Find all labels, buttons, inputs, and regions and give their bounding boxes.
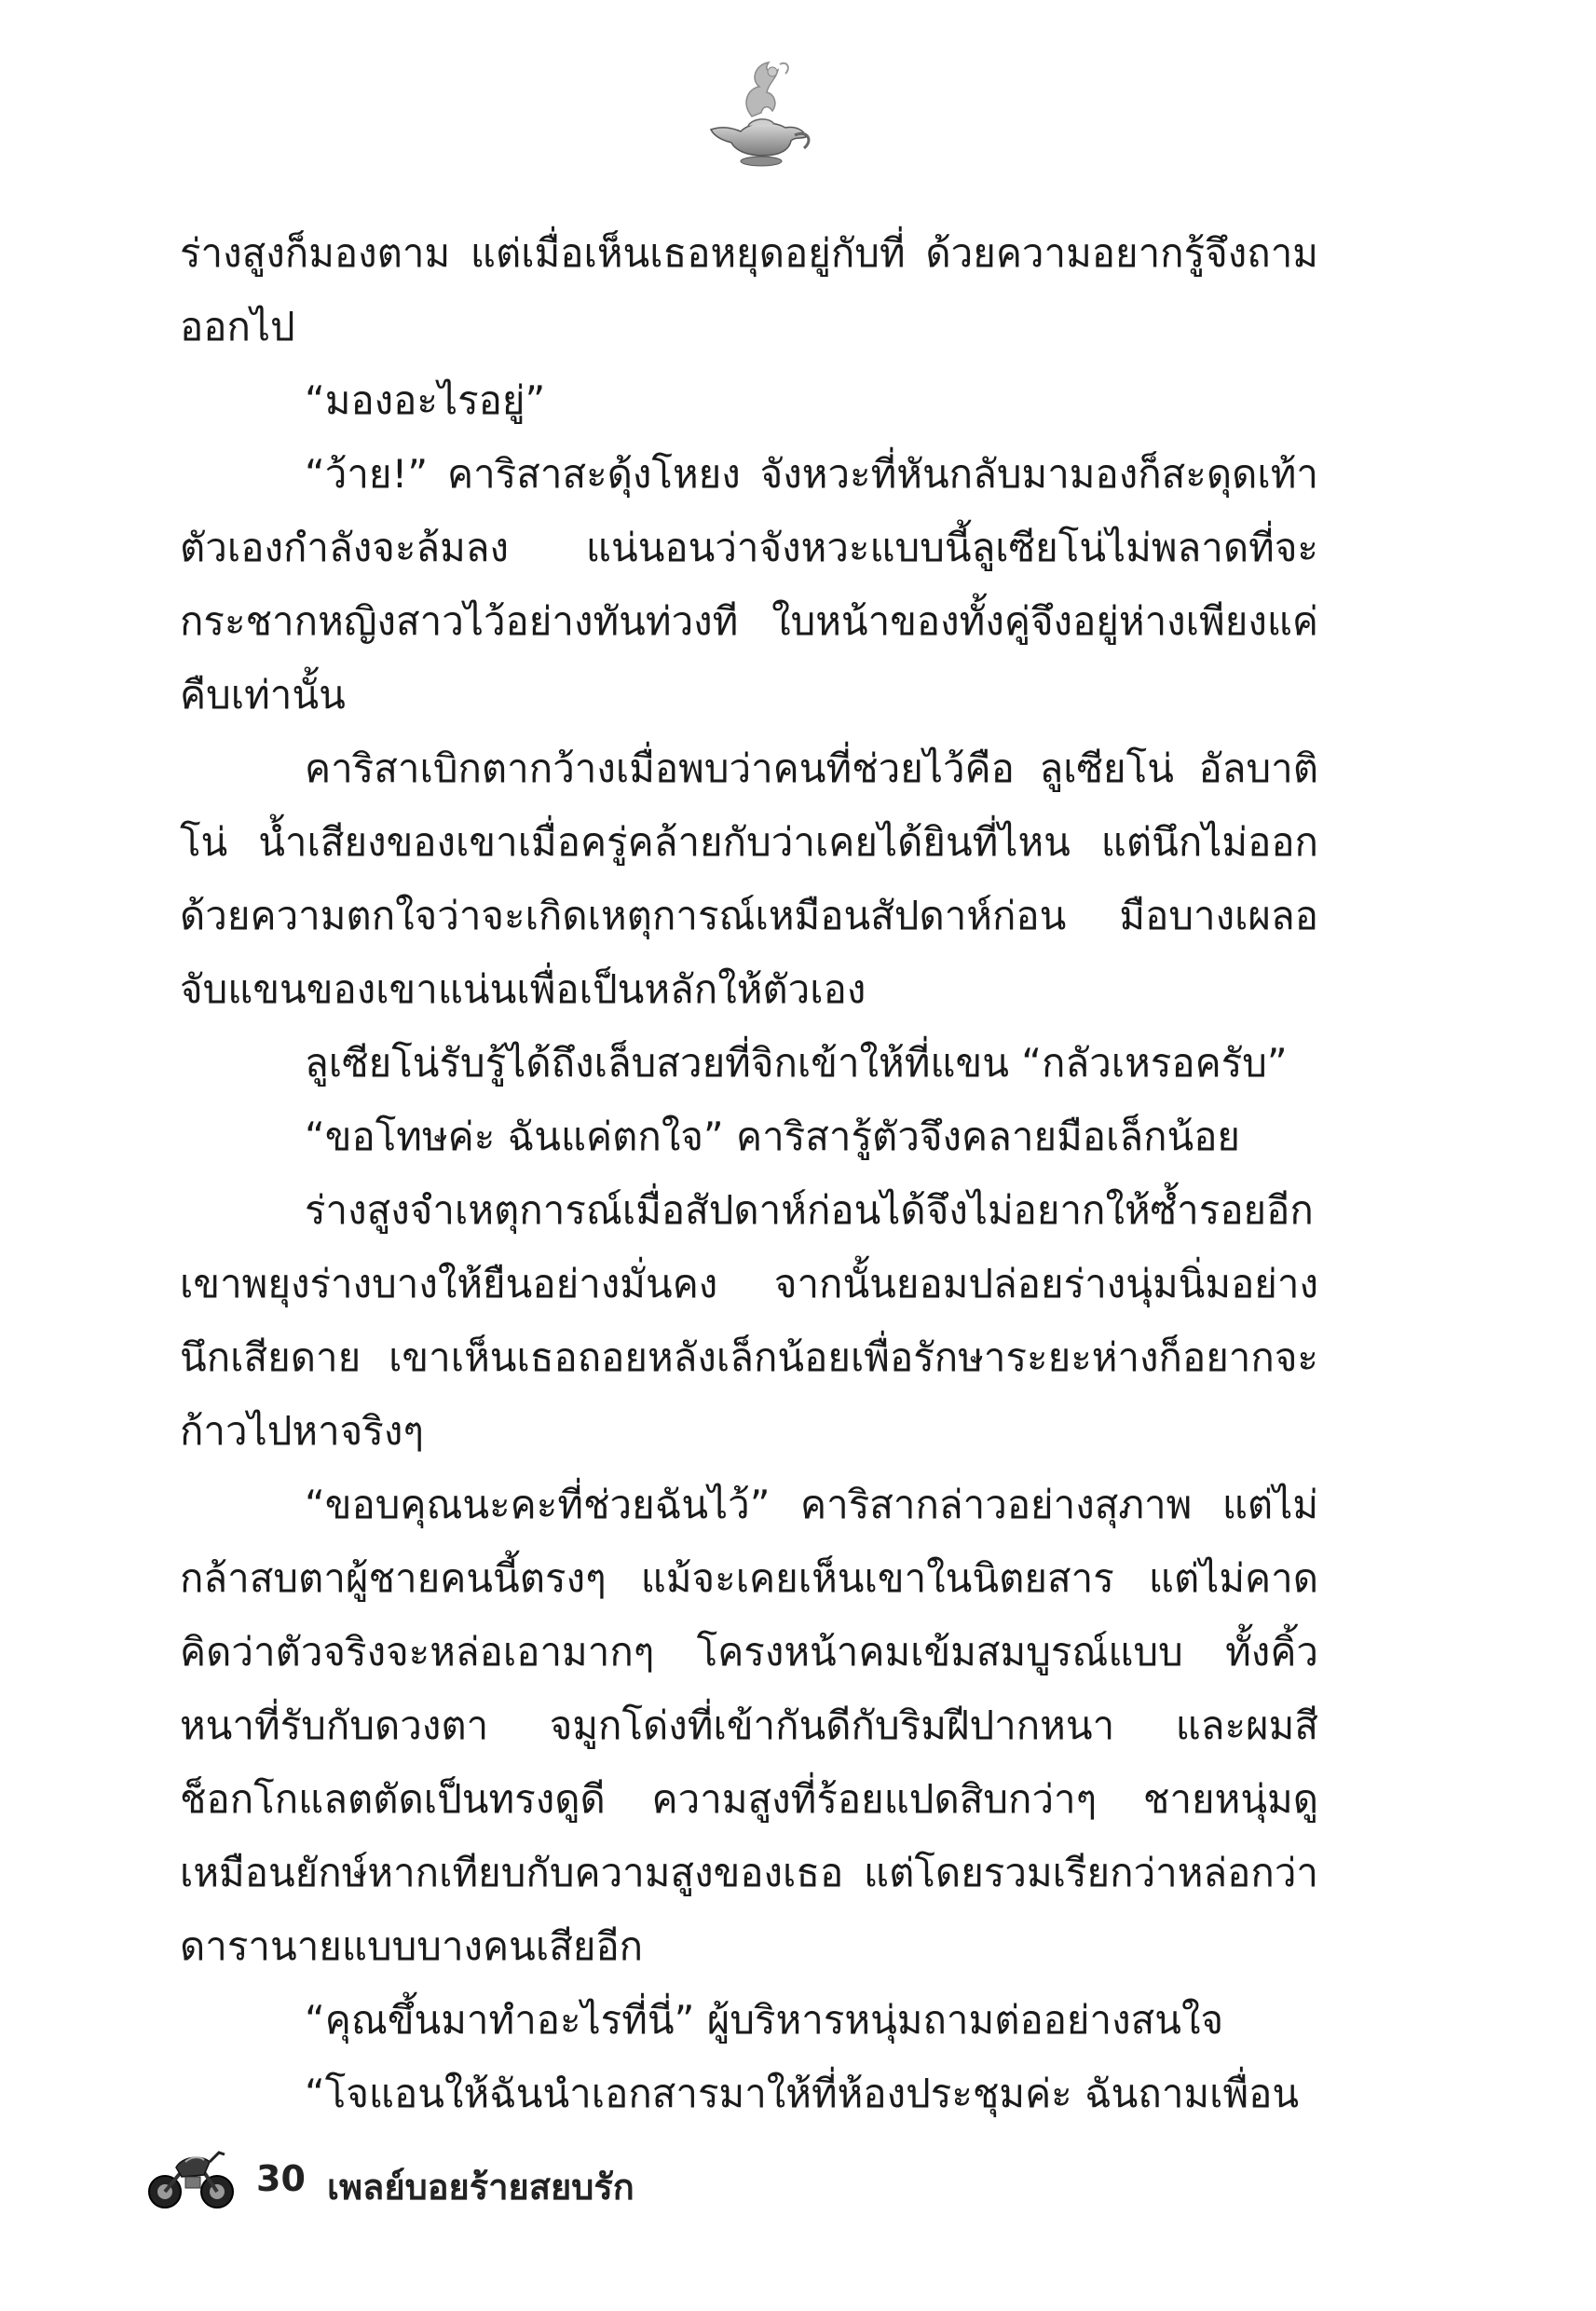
paragraph: ร่างสูงก็มองตาม แต่เมื่อเห็นเธอหยุดอยู่กับที่ ด้วยความอยากรู้จึงถามออกไป [180,230,1318,349]
paragraph: “โจแอนให้ฉันนำเอกสารมาให้ที่ห้องประชุมค่ะ ฉันถามเพื่อน [305,2071,1300,2116]
motorcycle-icon [144,2134,238,2218]
page-footer [144,2134,797,2236]
paragraph: ลูเซียโน่รับรู้ได้ถึงเล็บสวยที่จิกเข้าให้ที่แขน “กลัวเหรอครับ” [305,1040,1288,1086]
paragraph: “มองอะไรอยู่” [305,377,546,423]
paragraph: “ว้าย!” คาริสาสะดุ้งโหยง จังหวะที่หันกลับมามองก็สะดุดเท้าตัวเองกำลังจะล้มลง แน่นอนว่าจังหวะแบบนี้ลูเซียโน่ไม่พลาดที่จะกระชากหญิงสาวไว้อย่างทันท่วงที ใบหน้าของทั้งคู่จึงอยู่ห่างเพียงแค่คืบเท่านั้น [180,451,1318,718]
paragraph: “ขอโทษค่ะ ฉันแค่ตกใจ” คาริสารู้ตัวจึงคลายมือเล็กน้อย [305,1114,1241,1159]
genie-lamp-icon [694,51,820,172]
paragraph: ร่างสูงจำเหตุการณ์เมื่อสัปดาห์ก่อนได้จึงไม่อยากให้ซ้ำรอยอีก เขาพยุงร่างบางให้ยืนอย่างมั่นคง จากนั้นยอมปล่อยร่างนุ่มนิ่มอย่างนึกเสียดาย เขาเห็นเธอถอยหลังเล็กน้อยเพื่อรักษาระยะห่างก็อยากจะก้าวไปหาจริงๆ [180,1187,1318,1454]
paragraph: คาริสาเบิกตากว้างเมื่อพบว่าคนที่ช่วยไว้คือ ลูเซียโน่ อัลบาติโน่ น้ำเสียงของเขาเมื่อครู่คล้ายกับว่าเคยได้ยินที่ไหน แต่นึกไม่ออก ด้วยความตกใจว่าจะเกิดเหตุการณ์เหมือนสัปดาห์ก่อน มือบางเผลอจับแขนของเขาแน่นเพื่อเป็นหลักให้ตัวเอง [180,745,1318,1012]
book-title: เพลย์บอยร้ายสยบรัก [327,2167,634,2208]
page-number: 30 [256,2158,306,2199]
paragraph: “คุณขึ้นมาทำอะไรที่นี่” ผู้บริหารหนุ่มถามต่ออย่างสนใจ [305,1997,1224,2043]
paragraph: “ขอบคุณนะคะที่ช่วยฉันไว้” คาริสากล่าวอย่างสุภาพ แต่ไม่กล้าสบตาผู้ชายคนนี้ตรงๆ แม้จะเคยเห็นเขาในนิตยสาร แต่ไม่คาดคิดว่าตัวจริงจะหล่อเอามากๆ โครงหน้าคมเข้มสมบูรณ์แบบ ทั้งคิ้วหนาที่รับกับดวงตา จมูกโด่งที่เข้ากันดีกับริมฝีปากหนา และผมสีช็อกโกแลตตัดเป็นทรงดูดี ความสูงที่ร้อยแปดสิบกว่าๆ ชายหนุ่มดูเหมือนยักษ์หากเทียบกับความสูงของเธอ แต่โดยรวมเรียกว่าหล่อกว่าดารานายแบบบางคนเสียอีก [180,1482,1318,1969]
story-body-text [180,216,1318,2130]
